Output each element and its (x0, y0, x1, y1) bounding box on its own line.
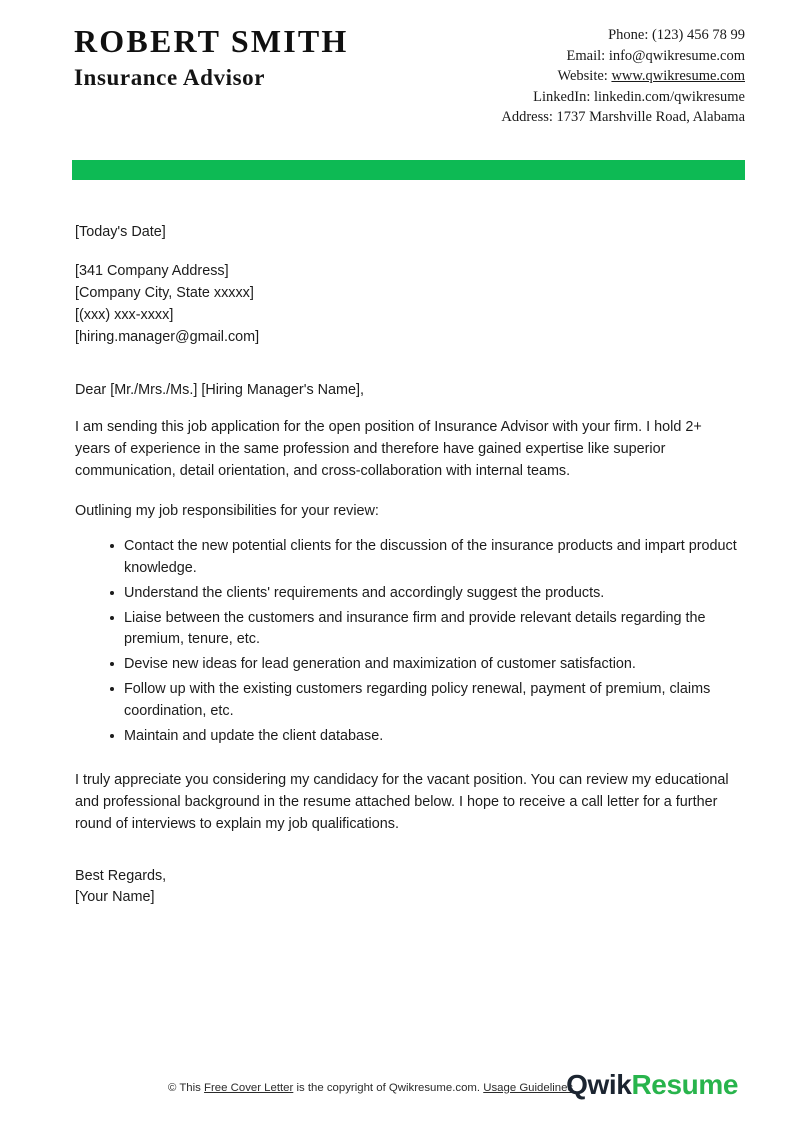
letter-date: [Today's Date] (75, 224, 166, 240)
logo-text-qwik: Qwik (566, 1069, 632, 1100)
letter-header (0, 0, 800, 150)
recipient-street: [341 Company Address] (75, 262, 229, 279)
qwikresume-logo[interactable] (566, 1069, 738, 1101)
applicant-job-title: Insurance Advisor (74, 65, 266, 91)
closing-paragraph: I truly appreciate you considering my candidacy for the vacant position. You can review my educational and professional background in the resume attached below. I hope to receive a call letter for a further round of interviews to explain my job qualifications. (75, 771, 729, 832)
page-footer (0, 1069, 800, 1117)
footer-copyright-middle: is the copyright of Qwikresume.com. (293, 1082, 484, 1094)
contact-address: Address: 1737 Marshville Road, Alabama (501, 109, 745, 126)
logo-text-resume: Resume (631, 1069, 738, 1100)
footer-copyright-prefix: © This (168, 1082, 205, 1094)
recipient-email: [hiring.manager@gmail.com] (75, 328, 260, 345)
contact-website-label: Website: (557, 68, 612, 85)
contact-phone: Phone: (123) 456 78 99 (608, 27, 745, 43)
green-accent-bar (72, 160, 745, 180)
recipient-city-state: [Company City, State xxxxx] (75, 284, 254, 301)
signoff-closing: Best Regards, (75, 867, 167, 884)
list-item: Understand the clients' requirements and accordingly suggest the products. (124, 583, 740, 605)
contact-website-link[interactable]: www.qwikresume.com (611, 68, 745, 85)
recipient-phone: [(xxx) xxx-xxxx] (75, 306, 174, 323)
contact-details (445, 25, 745, 128)
opening-paragraph: I am sending this job application for the open position of Insurance Advisor with your firm. I hold 2+ years of experience in the same profession and therefore have gained expertise like superior communication, detail orientation, and cross-collaboration with internal teams. (75, 419, 702, 480)
list-item: Contact the new potential clients for the discussion of the insurance products and impart product knowledge. (124, 536, 740, 580)
applicant-name: ROBERT SMITH (74, 23, 349, 59)
contact-website (445, 66, 745, 87)
list-item: Follow up with the existing customers regarding policy renewal, payment of premium, claims coordination, etc. (124, 679, 740, 723)
identity-block (74, 24, 349, 92)
list-item: Liaise between the customers and insurance firm and provide relevant details regarding the premium, tenure, etc. (124, 608, 740, 652)
usage-guidelines-link[interactable]: Usage Guidelines (483, 1082, 574, 1094)
recipient-address-block (75, 261, 740, 349)
free-cover-letter-link[interactable]: Free Cover Letter (204, 1082, 294, 1094)
responsibilities-lead-in: Outlining my job responsibilities for your review: (75, 502, 379, 519)
list-item: Maintain and update the client database. (124, 726, 740, 748)
contact-email: Email: info@qwikresume.com (566, 47, 745, 64)
list-item: Devise new ideas for lead generation and maximization of customer satisfaction. (124, 654, 740, 676)
footer-copyright (168, 1082, 573, 1094)
letter-body (75, 222, 740, 909)
contact-linkedin: LinkedIn: linkedin.com/qwikresume (533, 88, 745, 105)
salutation: Dear [Mr./Mrs./Ms.] [Hiring Manager's Name], (75, 382, 365, 399)
signoff-name: [Your Name] (75, 889, 155, 906)
signoff-block (75, 866, 740, 910)
responsibilities-list (75, 536, 740, 748)
